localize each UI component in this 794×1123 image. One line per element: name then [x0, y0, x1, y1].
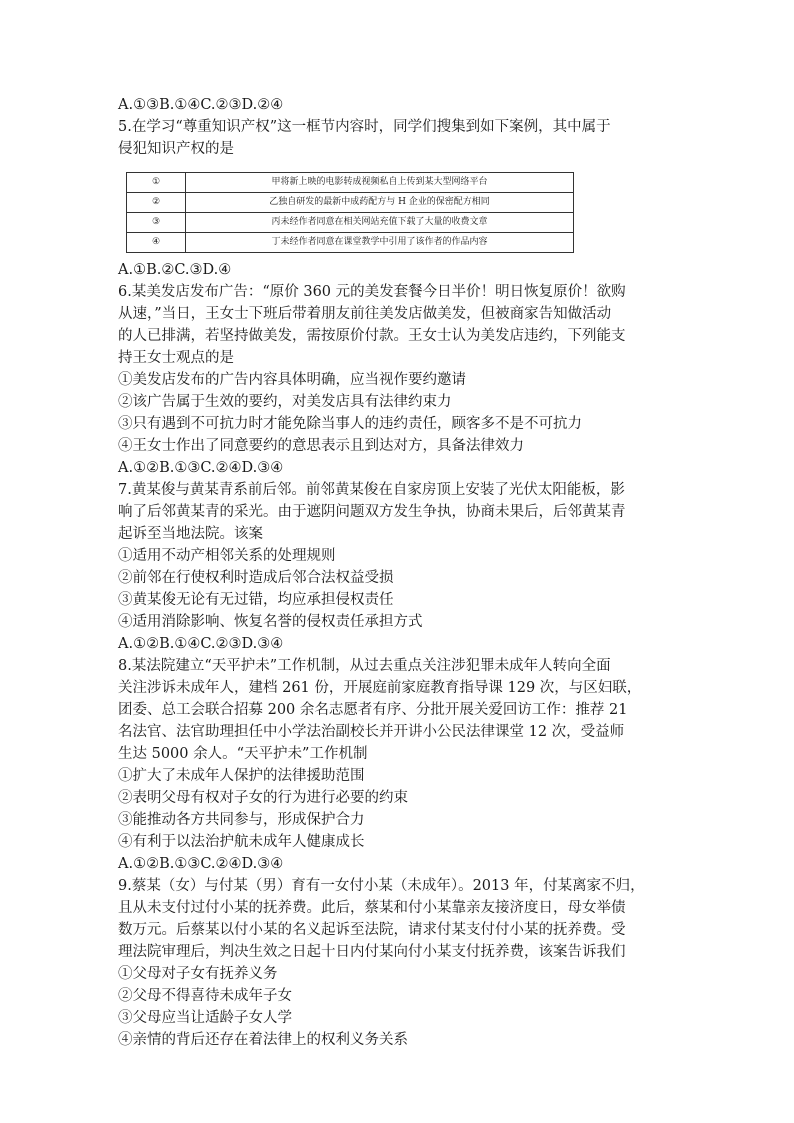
q8-option: ②表明父母有权对子女的行为进行必要的约束: [118, 790, 408, 806]
q9-option: ④亲情的背后还存在着法律上的权利义务关系: [118, 1032, 408, 1048]
case-text: 丙未经作者同意在相关网站充值下载了大量的收费文章: [186, 213, 574, 233]
q8-stem-line: 团委、总工会联合招募 200 余名志愿者有序、分批开展关爱回访工作：推荐 21: [118, 702, 628, 718]
case-text: 甲将新上映的电影转成视频私自上传到某大型网络平台: [186, 173, 574, 193]
q7-option: ②前邻在行使权利时造成后邻合法权益受损: [118, 570, 394, 586]
question-8: [118, 655, 678, 875]
case-number: ②: [127, 193, 186, 213]
q7-stem-line: 起诉至当地法院。该案: [118, 526, 263, 542]
q6-stem-line: 的人已排满，若坚持做美发，需按原价付款。王女士认为美发店违约，下列能支: [118, 328, 626, 344]
table-row: [127, 233, 574, 253]
q7-stem-line: 7.黄某俊与黄某青系前后邻。前邻黄某俊在自家房顶上安装了光伏太阳能板，影: [118, 482, 625, 498]
table-row: [127, 193, 574, 213]
q7-option: ④适用消除影响、恢复名誉的侵权责任承担方式: [118, 614, 423, 630]
case-number: ④: [127, 233, 186, 253]
q6-answer-choices: A.①②B.①③C.②④D.③④: [118, 460, 284, 476]
q8-stem-line: 生达 5000 余人。“天平护未”工作机制: [118, 746, 368, 762]
question-9: [118, 875, 678, 1051]
q6-stem-line: 6.某美发店发布广告：“原价 360 元的美发套餐今日半价！明日恢复原价！欲购: [118, 284, 626, 300]
q8-answer-choices: A.①②B.①③C.②④D.③④: [118, 856, 284, 872]
q6-stem-line: 从速，”当日，王女士下班后带着朋友前往美发店做美发，但被商家告知做活动: [118, 306, 612, 322]
question-7: [118, 479, 678, 655]
case-text: 乙独自研发的最新中成药配方与 H 企业的保密配方相同: [186, 193, 574, 213]
q9-stem-line: 数万元。后蔡某以付小某的名义起诉至法院，请求付某支付付小某的抚养费。受: [118, 922, 626, 938]
q7-answer-choices: A.①②B.①④C.②③D.③④: [118, 636, 284, 652]
q8-stem-line: 8.某法院建立“天平护未”工作机制，从过去重点关注涉犯罪未成年人转向全面: [118, 658, 611, 674]
q5-stem-line: 侵犯知识产权的是: [118, 141, 234, 157]
question-5: [118, 116, 678, 281]
table-row: [127, 173, 574, 193]
exam-page: [118, 94, 678, 1051]
q5-stem-line: 5.在学习“尊重知识产权”这一框节内容时，同学们搜集到如下案例，其中属于: [118, 119, 611, 135]
q7-stem-line: 响了后邻黄某青的采光。由于遮阴问题双方发生争执，协商未果后，后邻黄某青: [118, 504, 626, 520]
table-row: [127, 213, 574, 233]
q6-option: ①美发店发布的广告内容具体明确，应当视作要约邀请: [118, 372, 466, 388]
q6-option: ③只有遇到不可抗力时才能免除当事人的违约责任，顾客多不是不可抗力: [118, 416, 582, 432]
q6-option: ②该广告属于生效的要约，对美发店具有法律约束力: [118, 394, 452, 410]
q9-option: ①父母对子女有抚养义务: [118, 966, 278, 982]
q7-option: ①适用不动产相邻关系的处理规则: [118, 548, 336, 564]
q7-option: ③黄某俊无论有无过错，均应承担侵权责任: [118, 592, 394, 608]
q6-option: ④王女士作出了同意要约的意思表示且到达对方，具备法律效力: [118, 438, 524, 454]
q8-option: ①扩大了未成年人保护的法律援助范围: [118, 768, 365, 784]
q9-option: ②父母不得喜待未成年子女: [118, 988, 292, 1004]
q5-answer-choices: A.①B.②C.③D.④: [118, 262, 232, 278]
q8-stem-line: 关注涉诉未成年人，建档 261 份，开展庭前家庭教育指导课 129 次，与区妇联，: [118, 680, 642, 696]
q5-case-table: [126, 172, 574, 253]
question-6: [118, 281, 678, 479]
q6-stem-line: 持王女士观点的是: [118, 350, 234, 366]
q8-stem-line: 名法官、法官助理担任中小学法治副校长并开讲小公民法律课堂 12 次，受益师: [118, 724, 625, 740]
case-text: 丁未经作者同意在课堂教学中引用了该作者的作品内容: [186, 233, 574, 253]
q9-option: ③父母应当让适龄子女人学: [118, 1010, 292, 1026]
case-number: ③: [127, 213, 186, 233]
q4-answer-choices: A.①③B.①④C.②③D.②④: [118, 97, 284, 113]
q9-stem-line: 理法院审理后，判决生效之日起十日内付某向付小某支付抚养费，该案告诉我们: [118, 944, 626, 960]
q8-option: ④有利于以法治护航未成年人健康成长: [118, 834, 365, 850]
q9-stem-line: 9.蔡某（女）与付某（男）育有一女付小某（未成年）。2013 年，付某离家不归，: [118, 878, 645, 894]
q9-stem-line: 且从未支付过付小某的抚养费。此后，蔡某和付小某靠亲友接济度日，母女举债: [118, 900, 626, 916]
case-number: ①: [127, 173, 186, 193]
q8-option: ③能推动各方共同参与，形成保护合力: [118, 812, 365, 828]
